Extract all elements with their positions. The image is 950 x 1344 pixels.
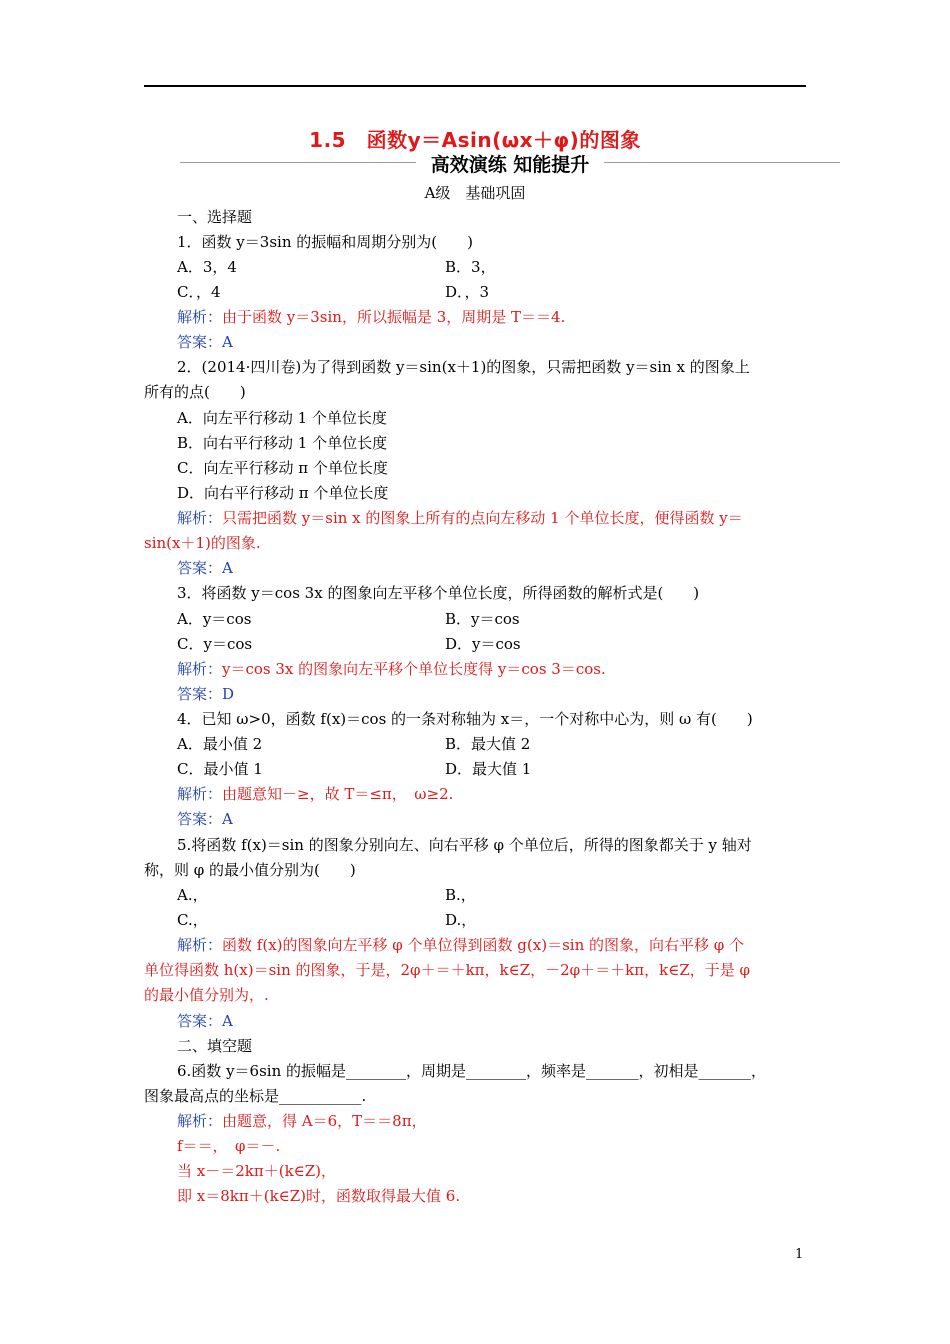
- q5-answer: 答案：A: [177, 1012, 233, 1030]
- subtitle-rule-right: [604, 162, 840, 163]
- q2-stem-line2: 所有的点( ): [144, 383, 246, 401]
- q6-explanation-text2: f＝＝， φ＝－.: [177, 1137, 281, 1155]
- q3-option-b: B．y＝cos: [445, 610, 520, 628]
- q1-option-a: A．3，4: [177, 258, 237, 276]
- subtitle-banner: [180, 150, 840, 176]
- q6-stem-line2: 图象最高点的坐标是___________.: [144, 1087, 367, 1105]
- q4-option-b: B．最大值 2: [445, 735, 531, 753]
- q4-option-a: A．最小值 2: [177, 735, 263, 753]
- q2-option-a: A．向左平行移动 1 个单位长度: [177, 409, 387, 427]
- q1-explanation: [177, 307, 565, 327]
- q2-explanation-text1: 只需把函数 y＝sin x 的图象上所有的点向左移动 1 个单位长度，便得函数 y＝: [222, 509, 743, 527]
- q3-explanation-text: y＝cos 3x 的图象向左平移个单位长度得 y＝cos 3＝cos.: [222, 660, 606, 678]
- q3-option-c: C．y＝cos: [177, 635, 253, 653]
- q4-option-d: D．最大值 1: [445, 760, 532, 778]
- q6-stem-line1: 6.函数 y＝6sin 的振幅是________，周期是________，频率是_______，初相是_______，: [177, 1062, 767, 1080]
- q2-explanation-label: 解析：: [177, 509, 223, 527]
- q5-explanation-text2: 单位得函数 h(x)＝sin 的图象，于是，2φ＋＝＋kπ，k∈Z，－2φ＋＝＋kπ，k∈Z，于是 φ: [144, 961, 751, 979]
- q6-explanation-text3: 当 x－＝2kπ＋(k∈Z)，: [177, 1162, 337, 1180]
- page-number: 1: [795, 1247, 804, 1262]
- q2-answer: 答案：A: [177, 559, 233, 577]
- q4-explanation-label: 解析：: [177, 785, 223, 803]
- q6-explanation-text4: 即 x＝8kπ＋(k∈Z)时，函数取得最大值 6.: [177, 1187, 461, 1205]
- q4-explanation-text: 由题意知－≥，故 T＝≤π， ω≥2.: [222, 785, 454, 803]
- q3-stem: 3．将函数 y＝cos 3x 的图象向左平移个单位长度，所得函数的解析式是( ): [177, 584, 700, 602]
- q3-explanation-label: 解析：: [177, 660, 223, 678]
- q4-stem: 4．已知 ω>0，函数 f(x)＝cos 的一条对称轴为 x＝，一个对称中心为，则 ω 有( ): [177, 710, 753, 728]
- q2-explanation-text2: sin(x＋1)的图象.: [144, 534, 261, 552]
- q2-stem-line1: 2．(2014·四川卷)为了得到函数 y＝sin(x＋1)的图象，只需把函数 y＝sin x 的图象上: [177, 358, 750, 376]
- q4-answer: 答案：A: [177, 810, 233, 828]
- q5-option-a: A.，: [177, 886, 208, 904]
- q4-explanation: [177, 784, 453, 804]
- q4-option-c: C．最小值 1: [177, 760, 263, 778]
- q5-stem-line2: 称，则 φ 的最小值分别为( ): [144, 861, 356, 879]
- q5-explanation-text1: 函数 f(x)的图象向左平移 φ 个单位得到函数 g(x)＝sin 的图象，向右平移 φ 个: [222, 936, 745, 954]
- q5-stem-line1: 5.将函数 f(x)＝sin 的图象分别向左、向右平移 φ 个单位后，所得的图象都关于 y 轴对: [177, 836, 752, 854]
- section-fill: 二、填空题: [177, 1037, 253, 1055]
- subtitle: 高效演练 知能提升: [430, 154, 590, 176]
- q3-option-d: D．y＝cos: [445, 635, 521, 653]
- q5-option-d: D.，: [445, 911, 477, 929]
- q6-explanation: [177, 1111, 427, 1131]
- q5-option-c: C.，: [177, 911, 208, 929]
- q1-option-c: C．，4: [177, 283, 221, 301]
- header-rule: [144, 85, 806, 87]
- q3-answer: 答案：D: [177, 685, 235, 703]
- q2-explanation: [177, 508, 743, 528]
- section-choice: 一、选择题: [177, 208, 253, 226]
- q5-explanation-text3: 的最小值分别为，.: [144, 986, 269, 1004]
- q2-option-c: C．向左平行移动 π 个单位长度: [177, 459, 388, 477]
- q5-option-b: B.，: [445, 886, 476, 904]
- q6-explanation-text1: 由题意，得 A＝6，T＝＝8π，: [222, 1112, 427, 1130]
- q1-option-d: D．，3: [445, 283, 490, 301]
- q1-answer: 答案：A: [177, 333, 233, 351]
- q3-explanation: [177, 659, 606, 679]
- page-title: 1.5 函数y＝Asin(ωx＋φ)的图象: [309, 128, 641, 152]
- q2-option-d: D．向右平行移动 π 个单位长度: [177, 484, 389, 502]
- q2-option-b: B．向右平行移动 1 个单位长度: [177, 434, 388, 452]
- q1-explanation-label: 解析：: [177, 308, 223, 326]
- q6-explanation-label: 解析：: [177, 1112, 223, 1130]
- q5-explanation: [177, 935, 744, 955]
- level-heading: A级 基础巩固: [424, 184, 526, 202]
- q3-option-a: A．y＝cos: [177, 610, 252, 628]
- q5-explanation-label: 解析：: [177, 936, 223, 954]
- q1-option-b: B．3，: [445, 258, 496, 276]
- q1-explanation-text: 由于函数 y＝3sin，所以振幅是 3，周期是 T＝＝4.: [222, 308, 566, 326]
- q1-stem: 1．函数 y＝3sin 的振幅和周期分别为( ): [177, 233, 473, 251]
